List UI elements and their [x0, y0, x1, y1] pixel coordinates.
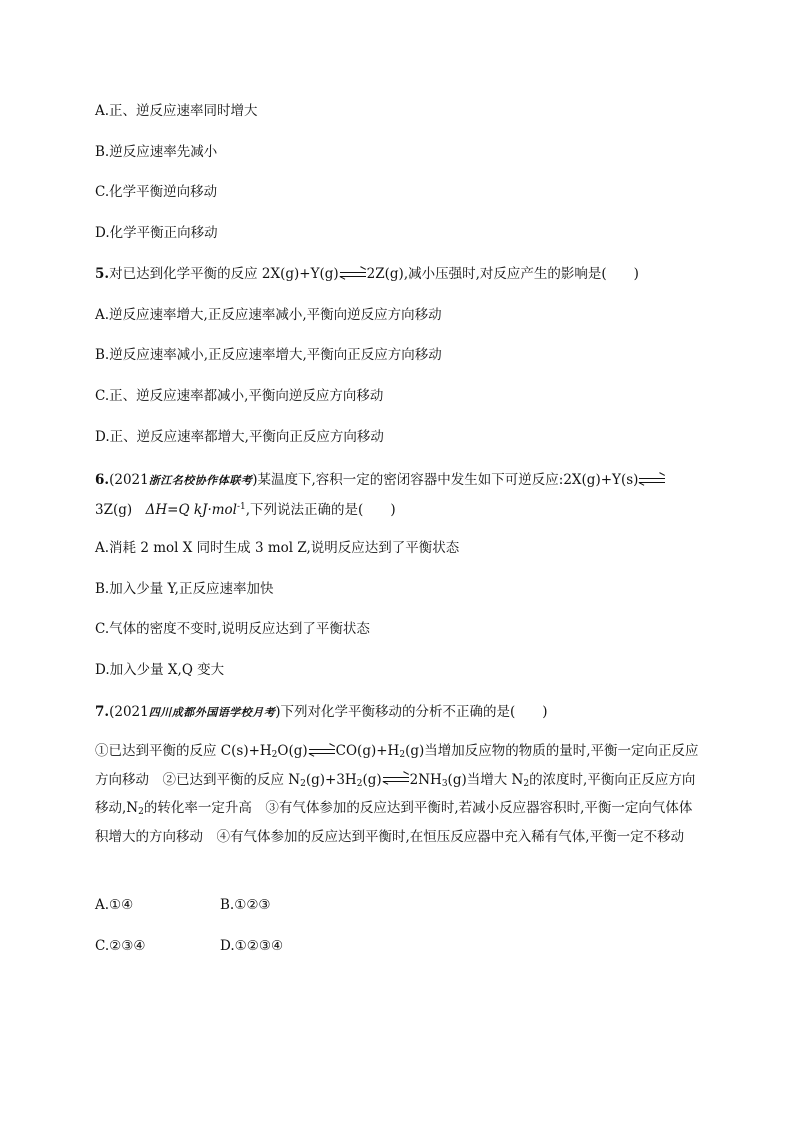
q5-option-a: A.逆反应速率增大,正反应速率减小,平衡向逆反应方向移动 — [95, 307, 442, 323]
q7-sub: 2 — [399, 750, 406, 760]
q7-option-a: A.①④ — [95, 897, 134, 913]
q5-number: 5. — [95, 266, 110, 282]
q7-stem — [95, 702, 548, 723]
q5-option-c: C.正、逆反应速率都减小,平衡向逆反应方向移动 — [95, 388, 384, 404]
q7-statements — [95, 739, 705, 849]
q7-source-close: ) — [275, 704, 281, 720]
q6-source-open: (2021 — [109, 472, 149, 488]
q5-stem-b: 2Z(g),减小压强时,对反应产生的影响是( ) — [366, 266, 639, 282]
q7-text: CO(g)+H — [335, 743, 400, 759]
q7-text: ①已达到平衡的反应 C(s)+H — [95, 743, 272, 759]
q6-option-d: D.加入少量 X,Q 变大 — [95, 662, 225, 678]
q7-text: (g)当增大 N — [447, 771, 524, 788]
q6-stem-b1: 3Z(g) — [95, 502, 146, 518]
q7-text: 2NH — [409, 771, 442, 788]
q7-text: (g)当增加反应物的物质的量时,平衡一定向正反应方向移动 ②已达到平衡的反应 N — [95, 743, 699, 788]
q6-option-a: A.消耗 2 mol X 同时生成 3 mol Z,说明反应达到了平衡状态 — [95, 540, 460, 556]
q5-option-b: B.逆反应速率减小,正反应速率增大,平衡向正反应方向移动 — [95, 347, 442, 363]
q7-option-d: D.①②③④ — [220, 938, 284, 954]
q7-text: 的转化率一定升高 ③有气体参加的反应达到平衡时,若减小反应器容积时,平衡一定向气体体积增大的方向移动 ④有气体参加的反应达到平衡时,在恒压反应器中充入稀有气体,平衡一定不移动 — [95, 800, 693, 845]
q7-source-open: (2021 — [109, 704, 149, 720]
equilibrium-arrow-icon — [309, 747, 335, 757]
q7-number: 7. — [95, 704, 110, 720]
q7-sub: 3 — [441, 778, 448, 789]
q7-option-c: C.②③④ — [95, 938, 146, 954]
q7-source: 四川成都外国语学校月考 — [148, 706, 276, 719]
q6-stem-a: 某温度下,容积一定的密闭容器中发生如下可逆反应:2X(g)+Y(s) — [257, 472, 639, 488]
q6-stem-line1 — [95, 470, 666, 491]
equilibrium-arrow-icon — [639, 476, 665, 486]
q7-stem-text: 下列对化学平衡移动的分析不正确的是( ) — [280, 704, 548, 720]
q5-stem — [95, 264, 639, 284]
q5-stem-a: 对已达到化学平衡的反应 2X(g)+Y(g) — [109, 266, 339, 282]
q6-option-c: C.气体的密度不变时,说明反应达到了平衡状态 — [95, 621, 370, 637]
q6-stem-b3: -1 — [236, 502, 246, 512]
q6-option-b: B.加入少量 Y,正反应速率加快 — [95, 581, 274, 597]
q7-text: (g)+3H — [305, 771, 357, 788]
q6-source: 浙江名校协作体联考 — [148, 474, 253, 487]
q7-sub: 2 — [300, 778, 306, 789]
equilibrium-arrow-icon — [383, 775, 409, 785]
q7-sub: 2 — [356, 778, 363, 789]
q4-option-c: C.化学平衡逆向移动 — [95, 184, 218, 200]
q5-option-d: D.正、逆反应速率都增大,平衡向正反应方向移动 — [95, 429, 384, 445]
equilibrium-arrow-icon — [340, 270, 366, 280]
q6-number: 6. — [95, 472, 110, 488]
q7-text: (g) — [362, 771, 382, 788]
q4-option-b: B.逆反应速率先减小 — [95, 144, 218, 160]
q6-stem-b2: ΔH=Q kJ·mol — [145, 502, 237, 518]
q7-text: 的浓度时,平衡向正反应方向移动,N — [95, 771, 696, 816]
q6-stem-line2 — [95, 497, 396, 520]
q7-sub: 2 — [138, 807, 144, 817]
q4-option-a: A.正、逆反应速率同时增大 — [95, 103, 258, 119]
q4-option-d: D.化学平衡正向移动 — [95, 225, 218, 241]
q6-source-close: ) — [252, 472, 258, 488]
q7-option-b: B.①②③ — [220, 897, 271, 913]
q7-sub: 2 — [523, 778, 530, 789]
q7-sub: 2 — [271, 750, 278, 760]
q6-stem-b4: ,下列说法正确的是( ) — [245, 502, 396, 518]
q7-text: O(g) — [277, 743, 308, 759]
